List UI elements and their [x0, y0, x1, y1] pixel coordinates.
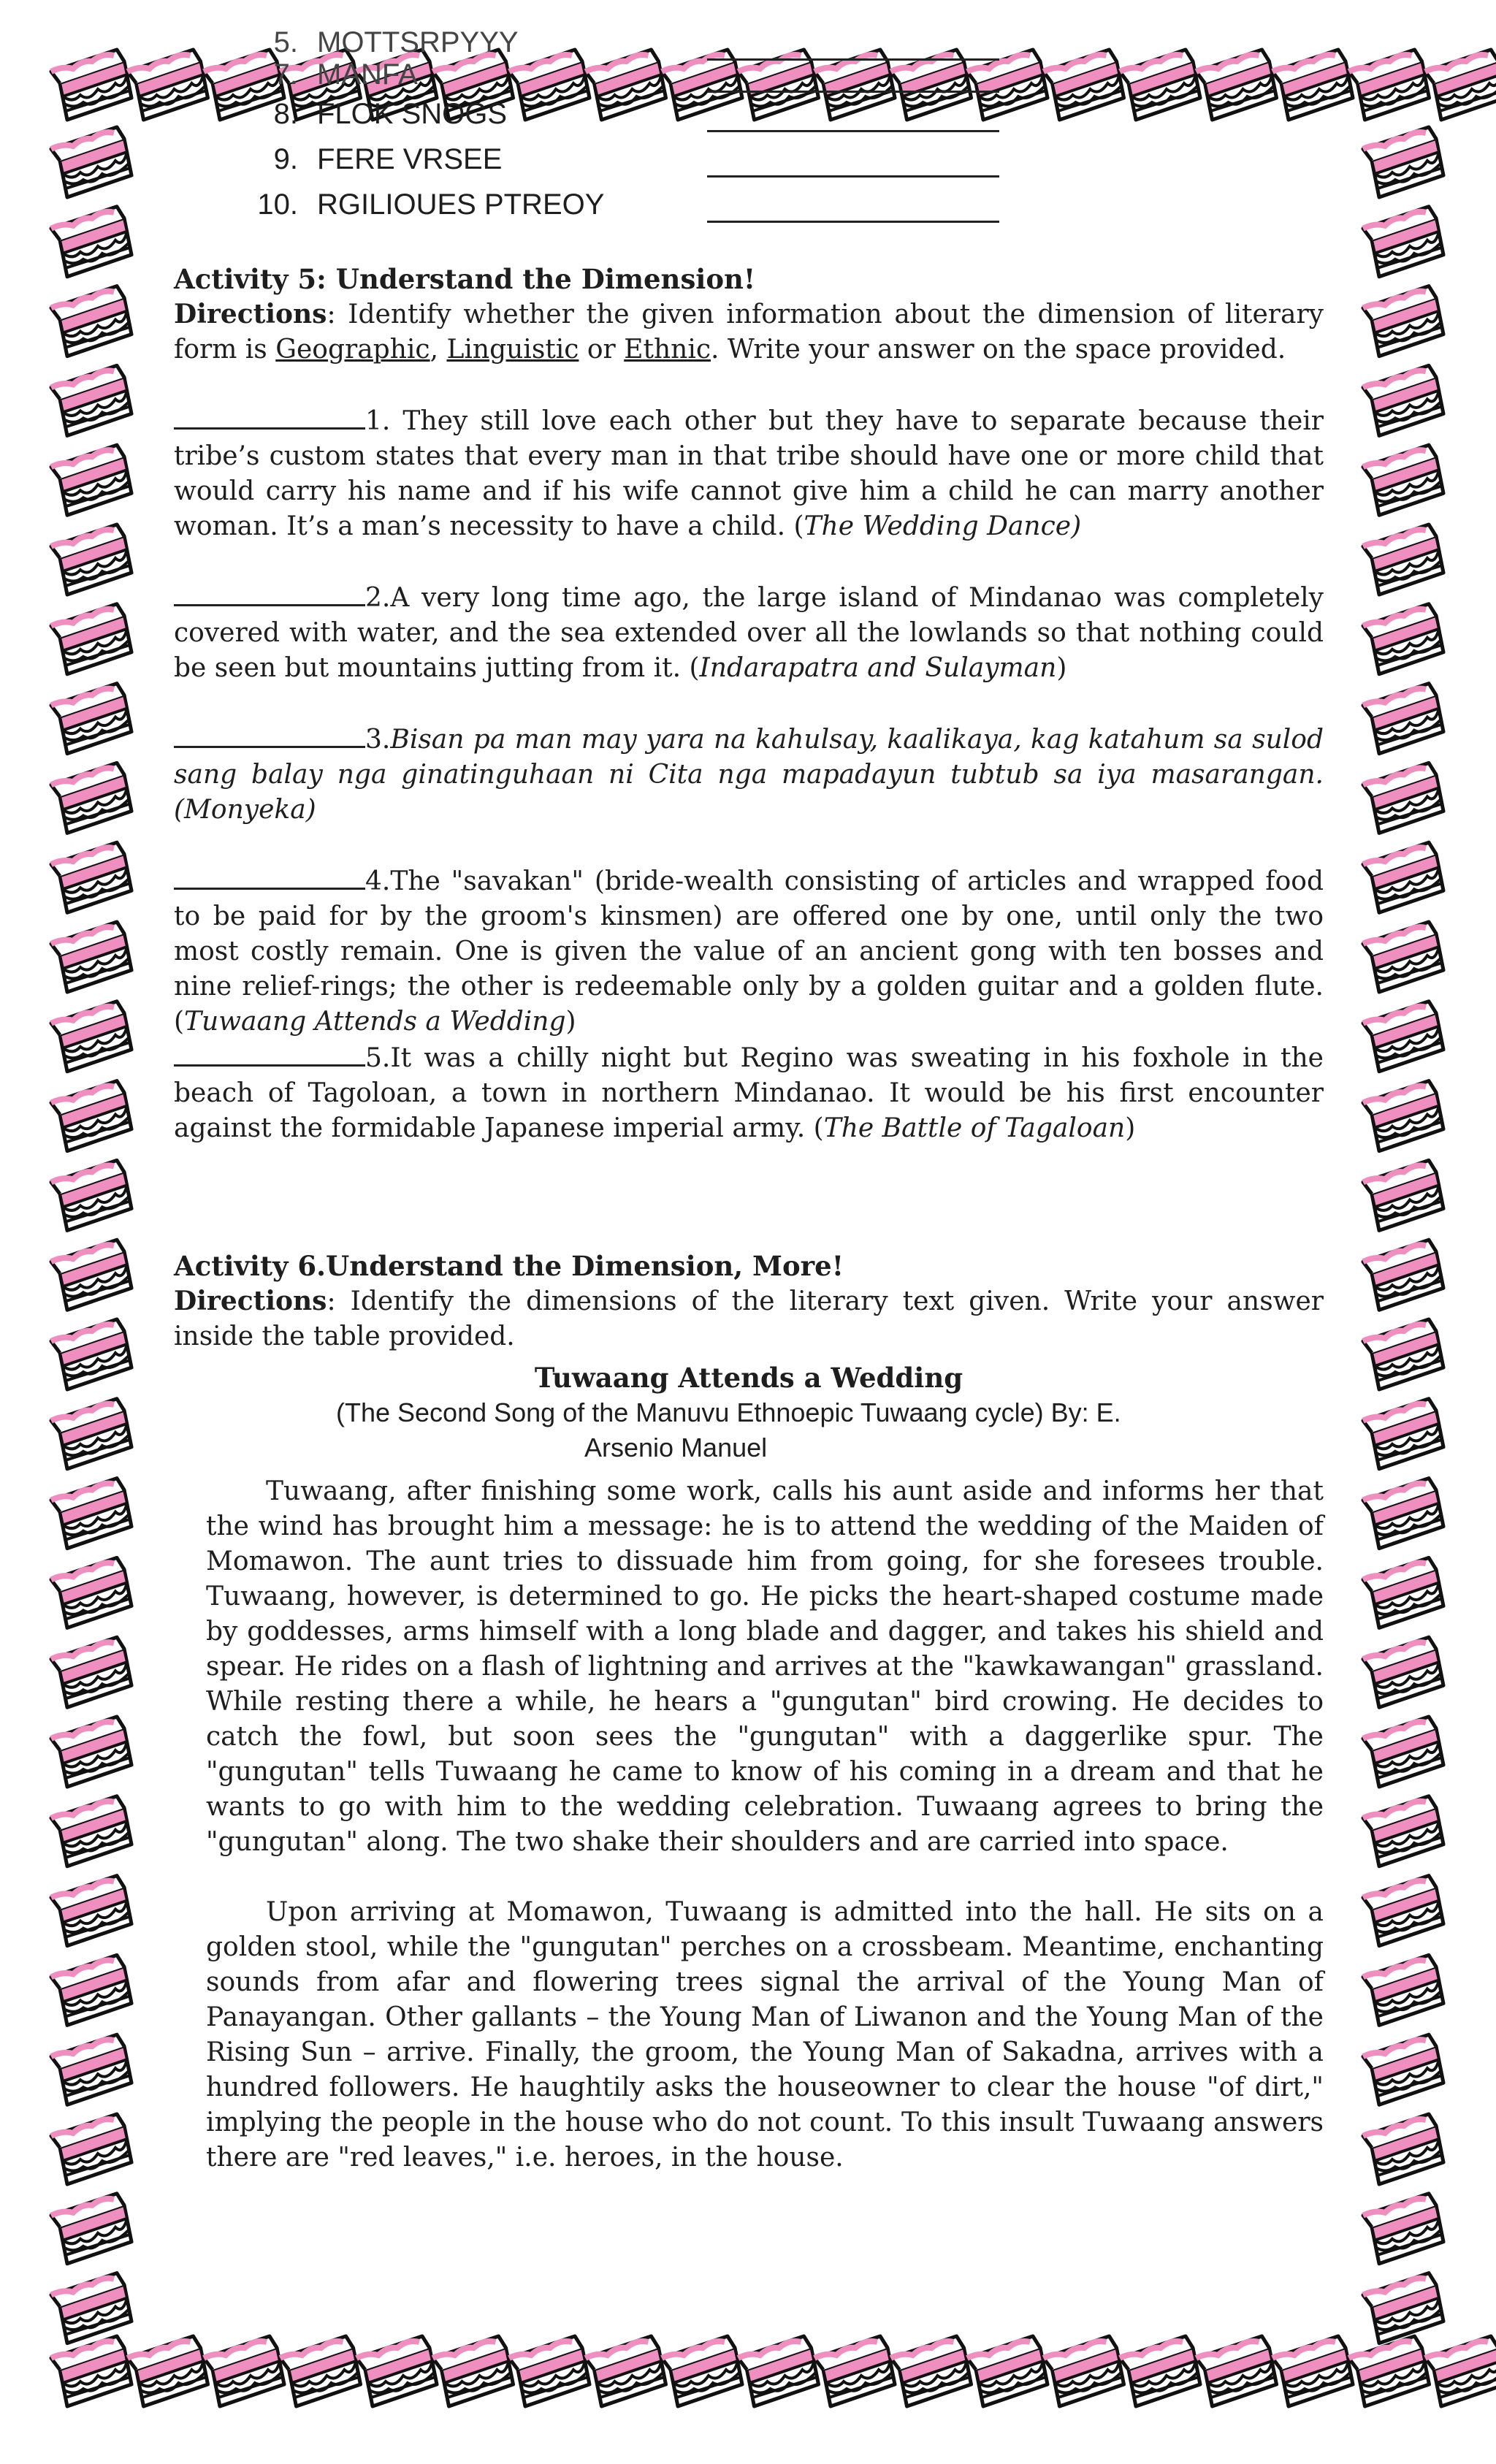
cake-slice-icon	[128, 2336, 208, 2406]
scramble-item	[174, 187, 1324, 232]
cake-slice-icon	[51, 2114, 131, 2184]
story-body	[206, 1465, 1324, 2175]
cake-slice-icon	[51, 842, 131, 912]
cake-slice-icon	[1363, 1399, 1443, 1469]
cake-slice-icon	[1363, 1557, 1443, 1628]
cake-slice-icon	[204, 2336, 284, 2406]
story-subtitle: (The Second Song of the Manuvu Ethnoepic Tuwaang cycle) By: E. Arsenio Manuel	[336, 1397, 1121, 1462]
cake-slice-icon	[814, 2336, 895, 2406]
cake-slice-icon	[1363, 2273, 1443, 2343]
scramble-item	[174, 142, 1324, 187]
cake-slice-icon	[51, 286, 131, 356]
cake-slice-icon	[967, 2336, 1047, 2406]
cake-slice-icon	[1363, 1955, 1443, 2025]
cake-slice-icon	[891, 2336, 972, 2406]
directions-label: Directions	[174, 1286, 327, 1316]
cake-slice-icon	[1272, 2336, 1353, 2406]
cake-slice-icon	[51, 1955, 131, 2025]
cake-slice-icon	[1363, 763, 1443, 833]
option-linguistic: Linguistic	[446, 335, 579, 365]
scrambled-word: MOTTSRPYYY	[317, 26, 519, 58]
cake-slice-icon	[739, 2336, 819, 2406]
item-number: 7.	[273, 58, 298, 91]
scrambled-word: FERE VRSEE	[317, 143, 503, 175]
cake-slice-icon	[1363, 127, 1443, 197]
cake-slice-icon	[1363, 922, 1443, 992]
cake-slice-icon	[51, 127, 131, 197]
worksheet-content	[174, 26, 1324, 2175]
cake-slice-icon	[1044, 2336, 1124, 2406]
cake-slice-icon	[51, 1319, 131, 1389]
activity6-directions: Directions: Identify the dimensions of the literary text given. Write your answer inside the table provided.	[174, 1286, 1324, 1351]
answer-blank[interactable]	[707, 130, 999, 132]
answer-blank[interactable]	[707, 91, 999, 93]
item-number: 9.	[273, 143, 298, 175]
cake-slice-icon	[1363, 842, 1443, 912]
scramble-item	[174, 57, 1324, 102]
cake-slice-icon	[1363, 525, 1443, 595]
answer-blank[interactable]	[174, 721, 365, 748]
answer-blank[interactable]	[174, 863, 365, 890]
cake-slice-icon	[51, 1399, 131, 1469]
answer-blank[interactable]	[174, 403, 365, 430]
cake-slice-icon	[1363, 1637, 1443, 1707]
item-number: 5.	[273, 26, 298, 58]
cake-slice-icon	[51, 1479, 131, 1549]
cake-slice-icon	[1363, 207, 1443, 277]
cake-slice-icon	[1425, 50, 1496, 120]
cake-slice-icon	[1363, 1876, 1443, 1946]
scrambled-word: RGILIOUES PTREOY	[317, 188, 605, 221]
cake-slice-icon	[51, 2194, 131, 2264]
activity5-item-2: 2.A very long time ago, the large island of Mindanao was completely covered with water, and the sea extended over all the lowlands so that nothing could be seen but mountains jutting from it. (Indarapatra and Sulayman)	[174, 579, 1324, 686]
cake-slice-icon	[1363, 1319, 1443, 1389]
cake-slice-icon	[1363, 604, 1443, 674]
activity5-item-1: 1. They still love each other but they have to separate because their tribe’s custom states that every man in that tribe should have one or more child that would carry his name and if his wife cannot give him a child he can marry another woman. It’s a man’s necessity to have a child. (The Wedding Dance)	[174, 403, 1324, 544]
option-geographic: Geographic	[275, 335, 430, 365]
answer-blank[interactable]	[707, 175, 999, 178]
cake-slice-icon	[51, 2273, 131, 2343]
answer-blank[interactable]	[174, 1040, 365, 1067]
cake-slice-icon	[1363, 1240, 1443, 1310]
story-title: Tuwaang Attends a Wedding	[534, 1362, 963, 1394]
activity5-title: Activity 5: Understand the Dimension!	[174, 263, 756, 295]
cake-slice-icon	[356, 2336, 437, 2406]
activity5-item-5: 5.It was a chilly night but Regino was sweating in his foxhole in the beach of Tagoloan, a town in northern Mindanao. It would be his first encounter against the formidable Japanese imperial army. (The Battle of Tagaloan)	[174, 1040, 1324, 1146]
story-paragraph-2: Upon arriving at Momawon, Tuwaang is admitted into the hall. He sits on a golden stool, while the "gungutan" perches on a crossbeam. Meantime, enchanting sounds from afar and flowering trees signal the arrival of the Young Man of Panayangan. Other gallants – the Young Man of Liwanon and the Young Man of the Rising Sun – arrive. Finally, the groom, the Young Man of Sakadna, arrives with a hundred followers. He haughtily asks the houseowner to clear the house "of dirt," implying the people in the house who do not count. To this insult Tuwaang answers there are "red leaves," i.e. heroes, in the house.	[206, 1897, 1324, 2173]
cake-slice-icon	[51, 1002, 131, 1072]
answer-blank[interactable]	[174, 579, 365, 606]
scramble-word-list	[174, 96, 1324, 232]
scramble-item	[174, 96, 1324, 142]
cake-slice-icon	[51, 763, 131, 833]
cake-slice-icon	[509, 2336, 589, 2406]
scrambled-word: FLOK SNOGS	[317, 98, 508, 130]
cake-slice-icon	[1363, 1160, 1443, 1230]
cake-slice-icon	[1363, 2114, 1443, 2184]
activity5-item-3: 3.Bisan pa man may yara na kahulsay, kaalikaya, kag katahum sa sulod sang balay nga ginatinguhaan ni Cita nga mapadayun tubtub sa iya masarangan.(Monyeka)	[174, 721, 1324, 828]
cake-slice-icon	[51, 1557, 131, 1628]
cake-slice-icon	[51, 1637, 131, 1707]
cake-slice-icon	[1363, 365, 1443, 435]
cake-slice-icon	[1120, 2336, 1200, 2406]
cake-slice-icon	[51, 1876, 131, 1946]
cake-slice-icon	[433, 2336, 514, 2406]
item-number: 8.	[273, 98, 298, 130]
cake-slice-icon	[1363, 1796, 1443, 1866]
cake-slice-icon	[51, 50, 131, 120]
cake-slice-icon	[280, 2336, 361, 2406]
cake-slice-icon	[1363, 684, 1443, 754]
cake-slice-icon	[51, 525, 131, 595]
cake-slice-icon	[1363, 1479, 1443, 1549]
cake-slice-icon	[1363, 1081, 1443, 1151]
cake-slice-icon	[1363, 2034, 1443, 2105]
cake-slice-icon	[51, 1796, 131, 1866]
item-number: 10.	[257, 188, 298, 221]
directions-label: Directions	[174, 299, 327, 329]
cake-slice-icon	[51, 1081, 131, 1151]
cake-slice-icon	[586, 2336, 666, 2406]
activity6-title: Activity 6.Understand the Dimension, More!	[174, 1250, 844, 1282]
cake-slice-icon	[51, 1717, 131, 1787]
cake-slice-icon	[1349, 50, 1430, 120]
cake-slice-icon	[662, 2336, 742, 2406]
cake-slice-icon	[51, 2336, 131, 2406]
cake-slice-icon	[51, 1160, 131, 1230]
option-ethnic: Ethnic	[624, 335, 711, 365]
story-paragraph-1: Tuwaang, after finishing some work, calls his aunt aside and informs her that the wind has brought him a message: he is to attend the wedding of the Maiden of Momawon. The aunt tries to dissuade him from going, for she foresees trouble. Tuwaang, however, is determined to go. He picks the heart-shaped costume made by goddesses, arms himself with a long blade and dagger, and takes his shield and spear. He rides on a flash of lightning and arrives at the "kawkawangan" grassland. While resting there a while, he hears a "gungutan" bird crowing. He decides to catch the fowl, but soon sees the "gungutan" with a daggerlike spur. The "gungutan" tells Tuwaang he came to know of his coming in a dream and that he wants to go with him to the wedding celebration. Tuwaang agrees to bring the "gungutan" along. The two shake their shoulders and are carried into space.	[206, 1476, 1324, 1857]
cake-slice-icon	[1425, 2336, 1496, 2406]
cake-slice-icon	[1363, 445, 1443, 515]
cake-slice-icon	[51, 445, 131, 515]
cake-slice-icon	[51, 604, 131, 674]
cake-slice-icon	[51, 684, 131, 754]
scrambled-word: MANFA	[317, 58, 418, 91]
cake-slice-icon	[1349, 2336, 1430, 2406]
cake-slice-icon	[1363, 286, 1443, 356]
cake-slice-icon	[51, 2034, 131, 2105]
cake-slice-icon	[1363, 2194, 1443, 2264]
activity5-item-4: 4.The "savakan" (bride-wealth consisting of articles and wrapped food to be paid for by the groom's kinsmen) are offered one by one, until only the two most costly remain. One is given the value of an ancient gong with ten bosses and nine relief-rings; the other is redeemable only by a golden guitar and a golden flute. (Tuwaang Attends a Wedding)	[174, 863, 1324, 1040]
cake-slice-icon	[51, 1240, 131, 1310]
cake-slice-icon	[51, 207, 131, 277]
cake-slice-icon	[51, 922, 131, 992]
cake-slice-icon	[1363, 1717, 1443, 1787]
cake-slice-icon	[1197, 2336, 1277, 2406]
answer-blank[interactable]	[707, 221, 999, 223]
activity5-directions: Directions: Identify whether the given information about the dimension of literary form is Geographic, Linguistic or Ethnic. Write your answer on the space provided.	[174, 299, 1324, 365]
scramble-items-obscured	[174, 26, 1324, 96]
cake-slice-icon	[1363, 1002, 1443, 1072]
cake-slice-icon	[51, 365, 131, 435]
